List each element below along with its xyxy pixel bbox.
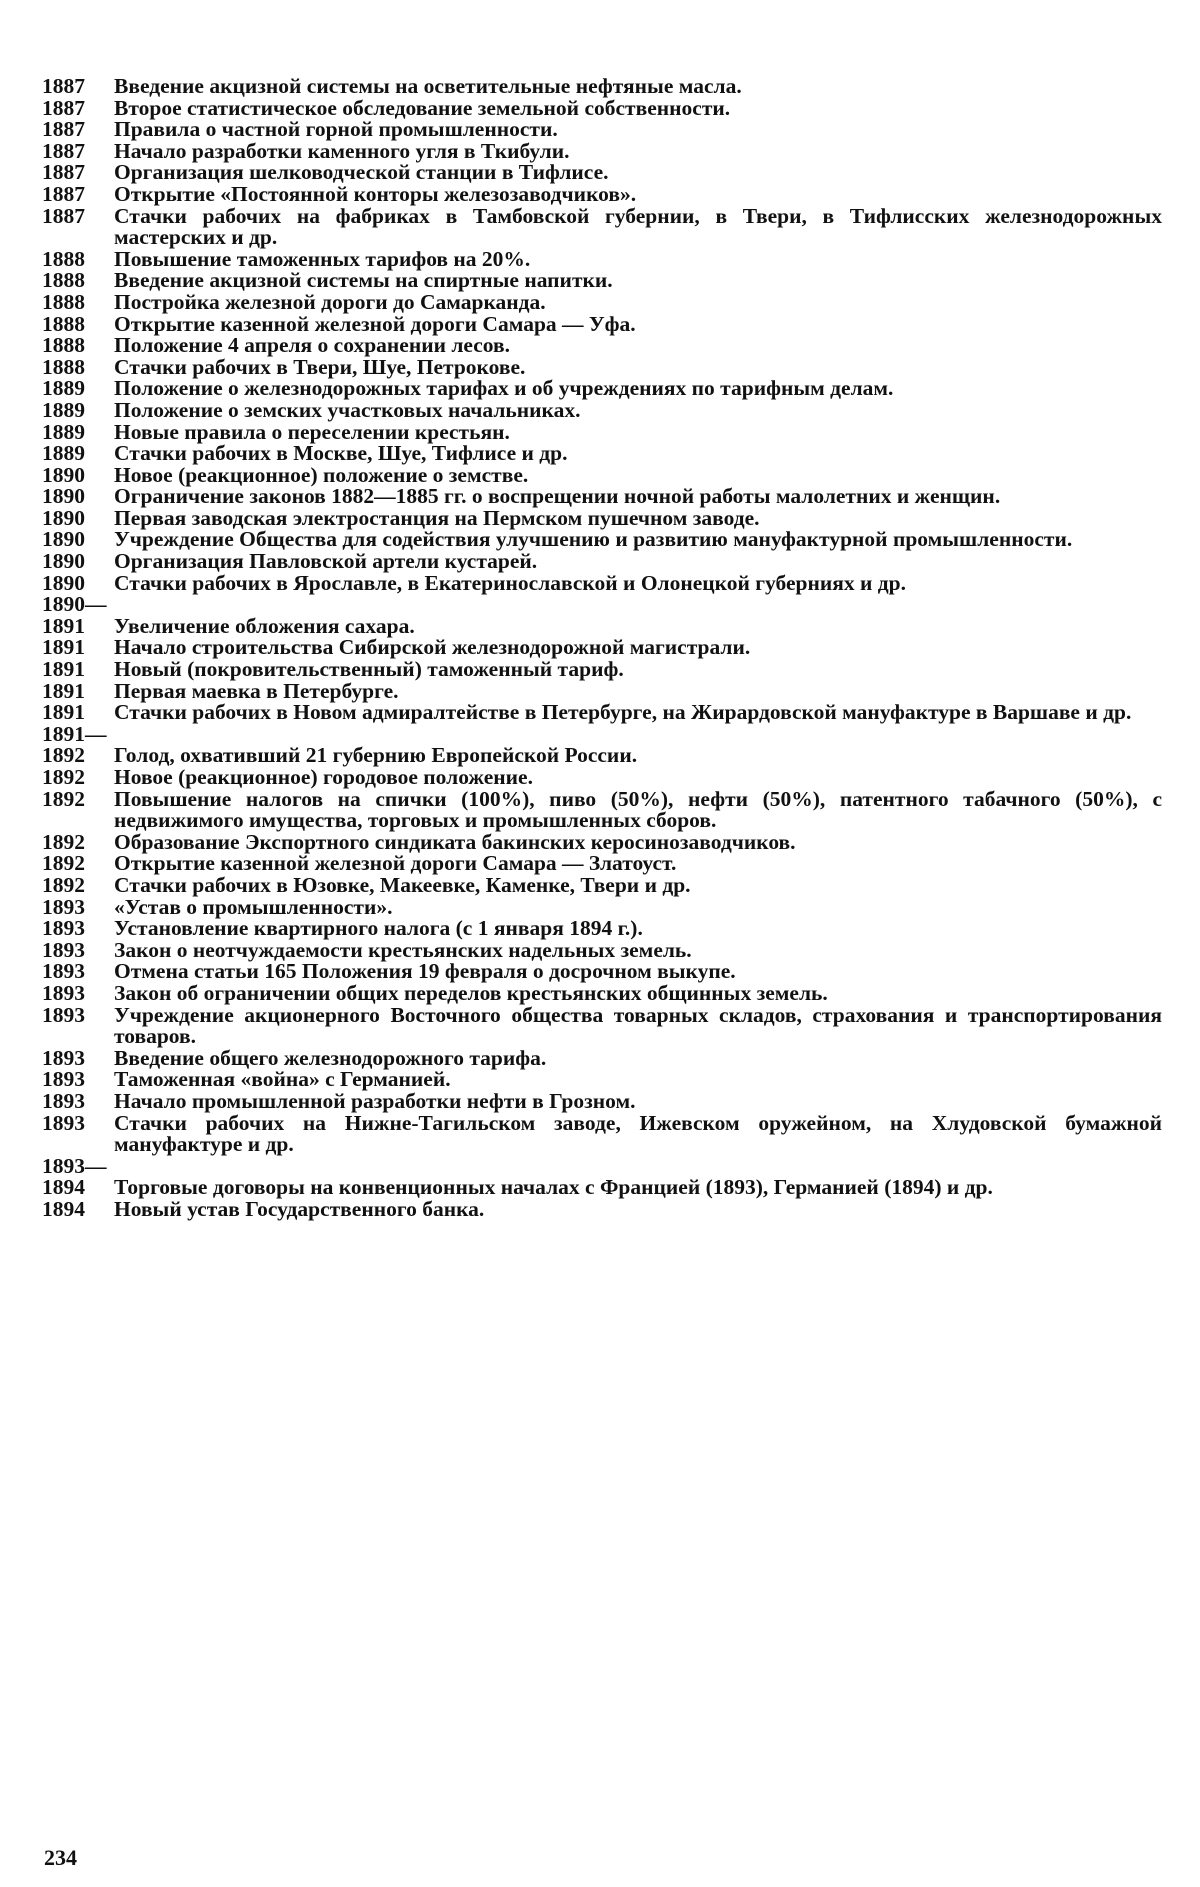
entry-year: 1891 — [42, 635, 85, 660]
chronology-entry — [42, 76, 1162, 98]
entry-event-text: Закон о неотчуждаемости крестьянских надельных земель. — [114, 937, 692, 962]
entry-event-text: Введение общего железнодорожного тарифа. — [114, 1045, 547, 1070]
chronology-entry — [42, 872, 1162, 897]
chronology-entry — [42, 397, 1162, 422]
chronology-entry — [42, 853, 1162, 875]
chronology-entry — [42, 961, 1162, 983]
entry-year: 1891 — [42, 657, 85, 682]
chronology-entry — [42, 203, 1162, 250]
entry-year: 1894 — [42, 1196, 85, 1221]
chronology-entry — [42, 980, 1162, 1005]
page-number: 234 — [44, 1845, 77, 1870]
chronology-entry — [42, 289, 1162, 314]
chronology-entry — [42, 918, 1162, 940]
chronology-entry — [42, 119, 1162, 141]
entry-year: 1890 — [42, 570, 85, 595]
chronology-entry — [42, 354, 1162, 379]
entry-event-text: Ограничение законов 1882—1885 гг. о воспрещении ночной работы малолетних и женщин. — [114, 484, 1001, 509]
entry-year: 1887 — [42, 74, 85, 98]
entry-year: 1889 — [42, 419, 85, 444]
entry-event-text: Таможенная «война» с Германией. — [114, 1067, 451, 1092]
entry-year: 1887 — [42, 138, 85, 163]
entry-event-text: Второе статистическое обследование земельной собственности. — [114, 95, 731, 120]
entry-event-text: Учреждение акционерного Восточного общества товарных складов, страхования и транспортирования товаров. — [114, 1002, 1162, 1049]
entry-event-text: Новое (реакционное) городовое положение. — [114, 765, 533, 789]
entry-event-text: Положение 4 апреля о сохранении лесов. — [114, 333, 510, 358]
entry-year: 1887 — [42, 203, 85, 228]
entry-year: 1890— — [42, 592, 107, 617]
entry-event-text: Торговые договоры на конвенционных началах с Францией (1893), Германией (1894) и др. — [114, 1175, 993, 1200]
chronology-entry — [42, 594, 1162, 616]
entry-event-text: Стачки рабочих в Юзовке, Макеевке, Каменке, Твери и др. — [114, 872, 691, 897]
entry-year: 1890 — [42, 505, 85, 530]
entry-event-text: Учреждение Общества для содействия улучшению и развитию мануфактурной промышленности. — [114, 527, 1073, 552]
chronology-entry — [42, 419, 1162, 444]
entry-event-text: Введение акцизной системы на осветительные нефтяные масла. — [114, 74, 742, 98]
chronology-entry — [42, 486, 1162, 508]
entry-year: 1888 — [42, 289, 85, 314]
entry-event-text: Положение о земских участковых начальниках. — [114, 397, 581, 422]
entry-event-text: Организация Павловской артели кустарей. — [114, 549, 538, 574]
entry-event-text: Начало строительства Сибирской железнодорожной магистрали. — [114, 635, 751, 660]
chronology-entry — [42, 767, 1162, 789]
entry-year: 1888 — [42, 333, 85, 358]
chronology-entry — [42, 721, 1162, 746]
entry-year: 1893 — [42, 959, 85, 984]
chronology-entry — [42, 570, 1162, 595]
entry-year: 1891 — [42, 700, 85, 725]
chronology-entry — [42, 613, 1162, 638]
entry-event-text: Открытие «Постоянной конторы железозаводчиков». — [114, 181, 637, 206]
entry-event-text: Стачки рабочих в Москве, Шуе, Тифлисе и др. — [114, 441, 568, 466]
chronology-entry — [42, 162, 1162, 184]
entry-year: 1892 — [42, 743, 85, 768]
entry-event-text: Увеличение обложения сахара. — [114, 613, 415, 638]
entry-year: 1892 — [42, 765, 85, 789]
entry-event-text: Новый устав Государственного банка. — [114, 1196, 485, 1221]
entry-year: 1888 — [42, 354, 85, 379]
chronology-entry — [42, 1177, 1162, 1199]
entry-year: 1893 — [42, 1067, 85, 1092]
entry-year: 1892 — [42, 851, 85, 876]
chronology-entry — [42, 95, 1162, 120]
entry-year: 1890 — [42, 527, 85, 552]
entry-year: 1893 — [42, 980, 85, 1005]
chronology-entry — [42, 1045, 1162, 1070]
entry-event-text: Стачки рабочих на Нижне-Тагильском заводе, Ижевском оружейном, на Хлудовской бумажной мануфактуре и др. — [114, 1110, 1162, 1157]
entry-year: 1890 — [42, 462, 85, 487]
entry-year: 1892 — [42, 829, 85, 854]
chronology-entry — [42, 786, 1162, 833]
chronology-entry — [42, 1002, 1162, 1049]
chronology-entry — [42, 637, 1162, 659]
entry-event-text: Организация шелководческой станции в Тифлисе. — [114, 160, 609, 185]
entry-year: 1891— — [42, 721, 107, 746]
entry-event-text: Первая заводская электростанция на Пермском пушечном заводе. — [114, 505, 760, 530]
chronology-entry — [42, 311, 1162, 336]
chronology-entry — [42, 270, 1162, 292]
entry-year: 1890 — [42, 549, 85, 574]
entry-year: 1893 — [42, 937, 85, 962]
entry-year: 1889 — [42, 441, 85, 466]
entry-event-text: Отмена статьи 165 Положения 19 февраля о досрочном выкупе. — [114, 959, 736, 984]
chronology-entry — [42, 335, 1162, 357]
entry-event-text: Стачки рабочих в Ярославле, в Екатеринославской и Олонецкой губерниях и др. — [114, 570, 906, 595]
entry-event-text: Новое (реакционное) положение о земстве. — [114, 462, 529, 487]
entry-event-text: Образование Экспортного синдиката бакинских керосинозаводчиков. — [114, 829, 796, 854]
chronology-entry — [42, 246, 1162, 271]
entry-event-text: Открытие казенной железной дороги Самара — Уфа. — [114, 311, 636, 336]
entry-year: 1888 — [42, 268, 85, 293]
entry-year: 1888 — [42, 311, 85, 336]
entry-year: 1893 — [42, 916, 85, 941]
chronology-entry — [42, 138, 1162, 163]
entry-event-text: Повышение таможенных тарифов на 20%. — [114, 246, 531, 271]
entry-event-text: Постройка железной дороги до Самарканда. — [114, 289, 546, 314]
chronology-entry — [42, 702, 1162, 724]
entry-event-text: Стачки рабочих на фабриках в Тамбовской губернии, в Твери, в Тифлисских железнодорожных мастерских и др. — [114, 203, 1162, 250]
chronology-entry — [42, 378, 1162, 400]
entry-event-text: «Устав о промышленности». — [114, 894, 393, 919]
entry-year: 1889 — [42, 397, 85, 422]
chronology-list — [42, 76, 1162, 1220]
entry-year: 1893 — [42, 1088, 85, 1113]
entry-event-text: Повышение налогов на спички (100%), пиво (50%), нефти (50%), патентного табачного (50%), с недвижимого имущества, торговых и промышленных сборов. — [114, 786, 1162, 833]
entry-event-text: Стачки рабочих в Твери, Шуе, Петрокове. — [114, 354, 526, 379]
entry-year: 1893 — [42, 894, 85, 919]
chronology-entry — [42, 678, 1162, 703]
entry-year: 1893 — [42, 1002, 85, 1027]
entry-year: 1889 — [42, 376, 85, 401]
chronology-entry — [42, 829, 1162, 854]
chronology-entry — [42, 1088, 1162, 1113]
chronology-entry — [42, 1110, 1162, 1157]
chronology-entry — [42, 745, 1162, 767]
entry-year: 1893 — [42, 1045, 85, 1070]
entry-event-text: Начало промышленной разработки нефти в Грозном. — [114, 1088, 636, 1113]
entry-event-text: Новый (покровительственный) таможенный тариф. — [114, 657, 624, 682]
chronology-entry — [42, 1196, 1162, 1221]
entry-event-text: Правила о частной горной промышленности. — [114, 117, 558, 142]
chronology-entry — [42, 181, 1162, 206]
entry-year: 1887 — [42, 181, 85, 206]
entry-event-text: Начало разработки каменного угля в Ткибули. — [114, 138, 570, 163]
chronology-entry — [42, 659, 1162, 681]
entry-year: 1892 — [42, 786, 85, 811]
chronology-entry — [42, 937, 1162, 962]
entry-event-text: Голод, охвативший 21 губернию Европейской России. — [114, 743, 638, 768]
entry-year: 1887 — [42, 117, 85, 142]
entry-year: 1890 — [42, 484, 85, 509]
chronology-entry — [42, 462, 1162, 487]
entry-year: 1887 — [42, 160, 85, 185]
chronology-entry — [42, 443, 1162, 465]
entry-year: 1888 — [42, 246, 85, 271]
entry-year: 1893— — [42, 1153, 107, 1178]
entry-event-text: Первая маевка в Петербурге. — [114, 678, 399, 703]
entry-event-text: Новые правила о переселении крестьян. — [114, 419, 510, 444]
chronology-entry — [42, 1153, 1162, 1178]
entry-year: 1892 — [42, 872, 85, 897]
entry-year: 1891 — [42, 613, 85, 638]
chronology-entry — [42, 894, 1162, 919]
entry-event-text: Стачки рабочих в Новом адмиралтействе в Петербурге, на Жирардовской мануфактуре в Варшаве и др. — [114, 700, 1132, 725]
chronology-entry — [42, 529, 1162, 551]
entry-event-text: Положение о железнодорожных тарифах и об учреждениях по тарифным делам. — [114, 376, 894, 401]
entry-year: 1891 — [42, 678, 85, 703]
chronology-entry — [42, 1069, 1162, 1091]
entry-year: 1894 — [42, 1175, 85, 1200]
chronology-entry — [42, 551, 1162, 573]
entry-year: 1893 — [42, 1110, 85, 1135]
entry-event-text: Установление квартирного налога (с 1 января 1894 г.). — [114, 916, 643, 941]
entry-year: 1887 — [42, 95, 85, 120]
chronology-entry — [42, 505, 1162, 530]
entry-event-text: Закон об ограничении общих переделов крестьянских общинных земель. — [114, 980, 828, 1005]
entry-event-text: Открытие казенной железной дороги Самара — Златоуст. — [114, 851, 677, 876]
entry-event-text: Введение акцизной системы на спиртные напитки. — [114, 268, 613, 293]
